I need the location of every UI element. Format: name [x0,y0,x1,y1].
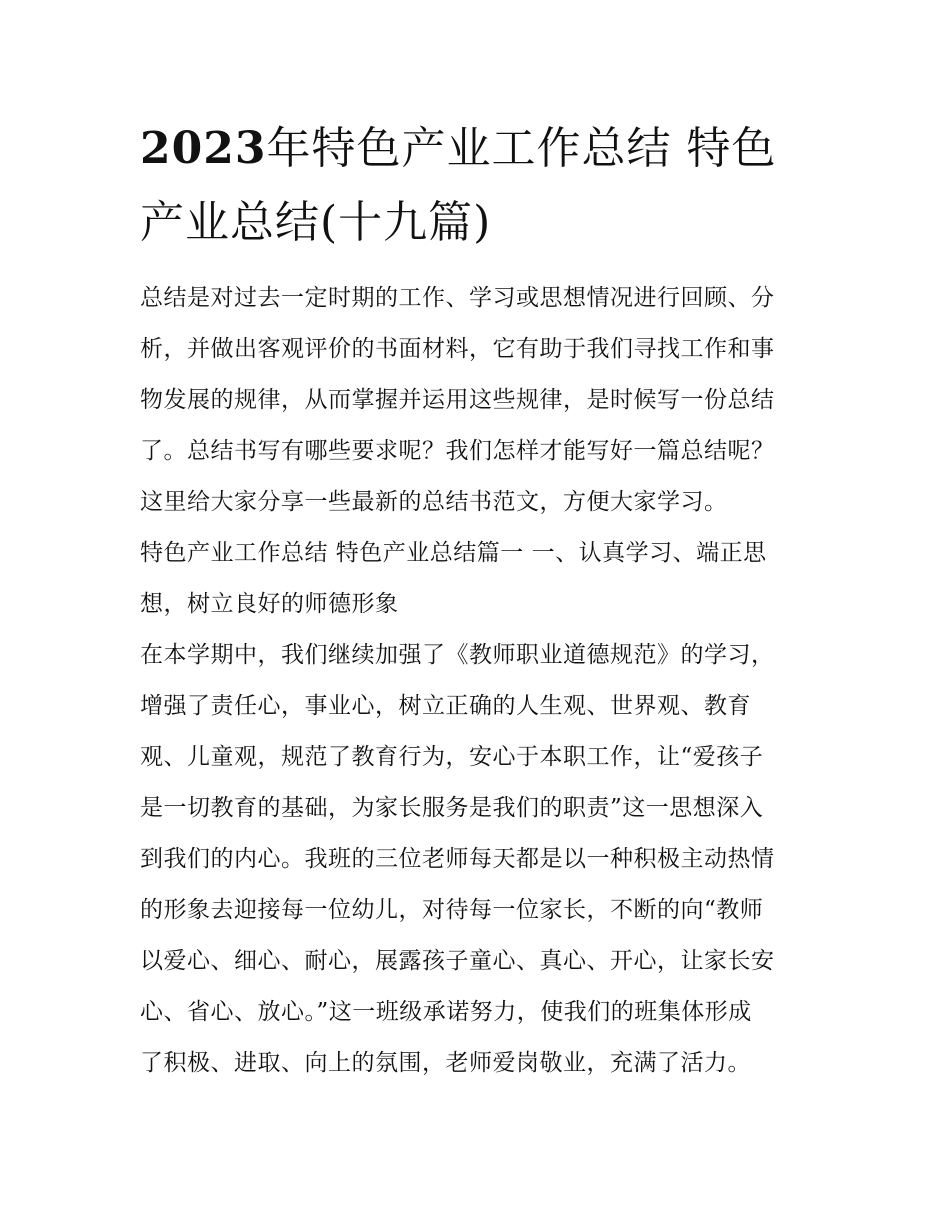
paragraph-line: 观、儿童观，规范了教育行为，安心于本职工作，让“爱孩子 [140,744,764,770]
title-text: 年特色产业工作总结 特色产业总结(十九篇) [140,123,777,248]
paragraph-line: 这里给大家分享一些最新的总结书范文，方便大家学习。 [140,489,728,515]
paragraph-line: 以爱心、细心、耐心，展露孩子童心、真心、开心，让家长安 [140,948,775,974]
paragraph-line: 了。总结书写有哪些要求呢？我们怎样才能写好一篇总结呢？ [140,438,775,464]
paragraph-line: 的形象去迎接每一位幼儿，对待每一位家长，不断的向“教师 [140,897,764,923]
paragraph-line: 想，树立良好的师德形象 [140,591,399,617]
paragraph-line: 了积极、进取、向上的氛围，老师爱岗敬业，充满了活力。 [140,1050,751,1076]
paragraph-line: 是一切教育的基础，为家长服务是我们的职责”这一思想深入 [140,795,764,821]
paragraph-line: 总结是对过去一定时期的工作、学习或思想情况进行回顾、分 [140,285,775,311]
title-year: 2023 [140,123,267,174]
paragraph-line: 特色产业工作总结 特色产业总结篇一 一、认真学习、端正思 [140,540,767,566]
document-title [140,112,820,260]
paragraph-line: 在本学期中，我们继续加强了《教师职业道德规范》的学习， [140,642,775,668]
paragraph-line: 析，并做出客观评价的书面材料，它有助于我们寻找工作和事 [140,336,775,362]
paragraph-line: 物发展的规律，从而掌握并运用这些规律，是时候写一份总结 [140,387,775,413]
paragraph-line: 到我们的内心。我班的三位老师每天都是以一种积极主动热情 [140,846,775,872]
paragraph-line: 心、省心、放心。”这一班级承诺努力，使我们的班集体形成 [140,999,752,1025]
paragraph-line: 增强了责任心，事业心，树立正确的人生观、世界观、教育 [140,693,751,719]
